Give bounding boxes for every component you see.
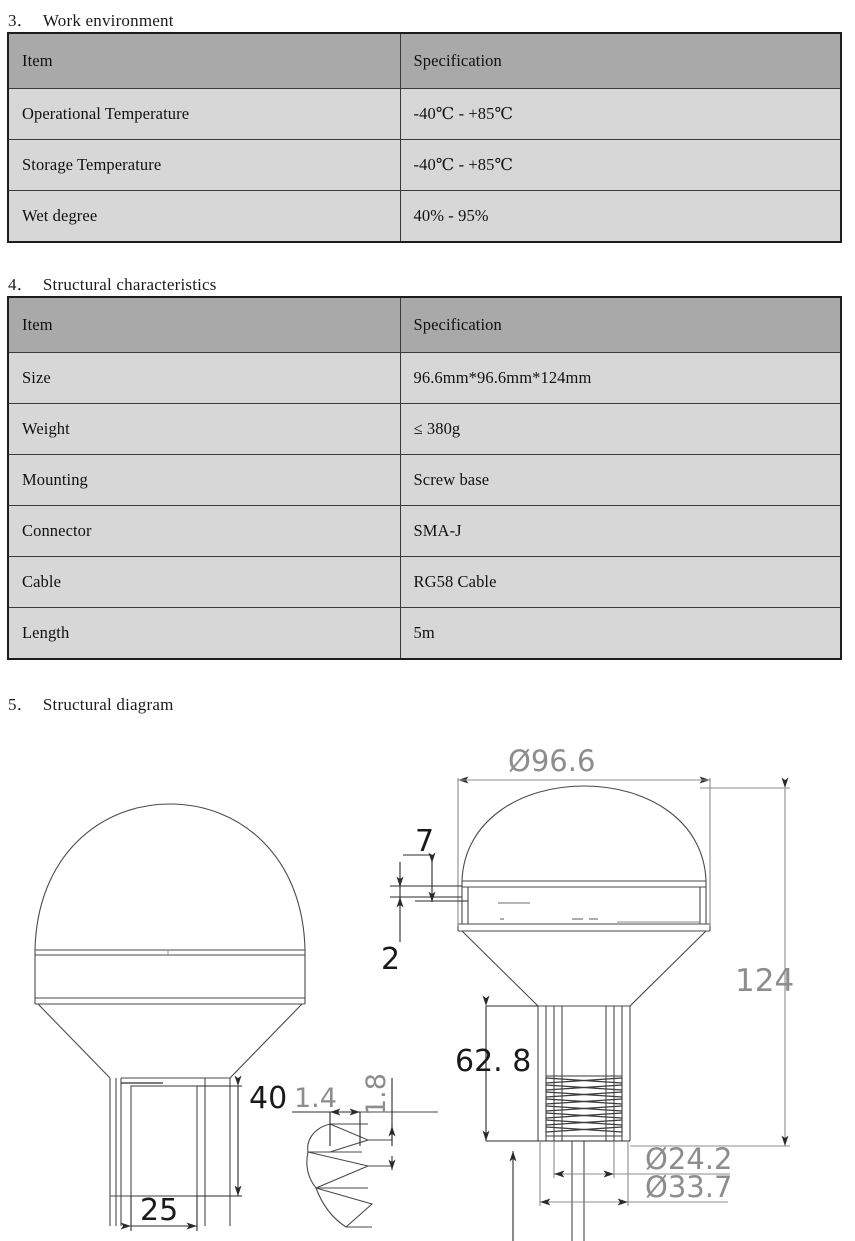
table-row (8, 140, 841, 191)
cell-item: Mounting (8, 455, 400, 506)
section-title: Work environment (42, 11, 174, 30)
table-row (8, 557, 841, 608)
cell-item: Wet degree (8, 191, 400, 243)
cell-item: Connector (8, 506, 400, 557)
column-header-specification: Specification (400, 33, 841, 89)
structural-diagram-drawing (0, 726, 855, 1241)
cell-specification: -40℃ - +85℃ (400, 140, 841, 191)
dimension-label-25: 25 (140, 1193, 179, 1228)
table-header-row (8, 297, 841, 353)
work-environment-table (7, 32, 842, 243)
cell-item: Length (8, 608, 400, 660)
dimension-label-96-6: Ø96.6 (508, 744, 596, 778)
table-row (8, 455, 841, 506)
dimension-label-7: 7 (415, 824, 435, 859)
dimension-diameter-96-6 (458, 778, 710, 926)
section-number: 3． (8, 11, 34, 30)
cell-specification: 96.6mm*96.6mm*124mm (400, 353, 841, 404)
left-elevation-view (35, 804, 305, 1226)
cell-specification: 40% - 95% (400, 191, 841, 243)
section-heading-structural-characteristics (8, 270, 217, 295)
table-row (8, 608, 841, 660)
dimension-1-4 (292, 1112, 360, 1146)
section-heading-structural-diagram (8, 690, 174, 715)
thread-profile-detail (292, 1112, 438, 1227)
dimension-label-40: 40 (249, 1081, 288, 1116)
section-number: 4． (8, 275, 34, 294)
dimension-2 (390, 862, 462, 942)
dimension-40 (197, 1086, 242, 1196)
cell-specification: ≤ 380g (400, 404, 841, 455)
section-title: Structural diagram (42, 695, 174, 714)
section-title: Structural characteristics (42, 275, 217, 294)
table-row (8, 353, 841, 404)
cell-item: Cable (8, 557, 400, 608)
column-header-item: Item (8, 33, 400, 89)
table-row (8, 89, 841, 140)
table-row (8, 404, 841, 455)
dimension-label-1-8: 1.8 (361, 1073, 392, 1116)
cell-item: Size (8, 353, 400, 404)
dimension-label-33-7: Ø33.7 (645, 1170, 733, 1204)
structural-characteristics-table (7, 296, 842, 660)
cell-specification: -40℃ - +85℃ (400, 89, 841, 140)
cell-specification: 5m (400, 608, 841, 660)
dimension-label-62-8: 62. 8 (455, 1044, 532, 1079)
cell-item: Weight (8, 404, 400, 455)
table-row (8, 506, 841, 557)
thread-hatching (546, 1078, 622, 1132)
cell-specification: Screw base (400, 455, 841, 506)
dimension-label-1-4: 1.4 (294, 1083, 337, 1114)
column-header-specification: Specification (400, 297, 841, 353)
cell-specification: SMA-J (400, 506, 841, 557)
dimension-label-24-2: Ø24.2 (645, 1142, 733, 1176)
table-row (8, 191, 841, 243)
section-number: 5． (8, 695, 34, 714)
section-heading-work-environment (8, 6, 174, 31)
cell-item: Operational Temperature (8, 89, 400, 140)
dimension-label-124: 124 (735, 963, 795, 999)
cell-specification: RG58 Cable (400, 557, 841, 608)
cell-item: Storage Temperature (8, 140, 400, 191)
table-header-row (8, 33, 841, 89)
column-header-item: Item (8, 297, 400, 353)
dimension-label-2: 2 (381, 942, 401, 977)
